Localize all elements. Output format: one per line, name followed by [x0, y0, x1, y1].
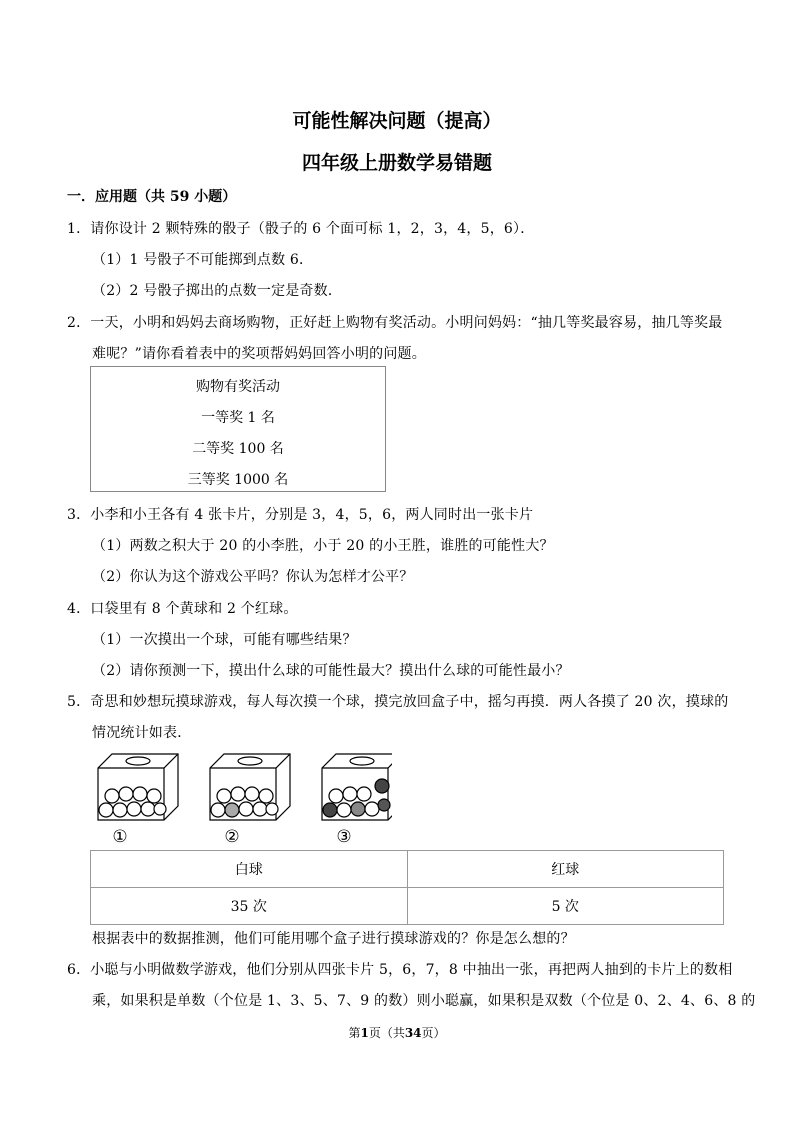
footer-page: 1: [360, 1026, 369, 1040]
box-3: [322, 754, 392, 820]
document-subtitle: 四年级上册数学易错题: [301, 152, 492, 174]
box-2: [210, 754, 290, 820]
q4-stem: 4．口袋里有 8 个黄球和 2 个红球。: [67, 601, 298, 617]
q5-line-2: 情况统计如表．: [92, 725, 192, 741]
q6-line-2: 乘，如果积是单数（个位是 1、3、5、7、9 的数）则小聪赢，如果积是双数（个位是 0、2、4、6、8 的: [92, 993, 756, 1009]
table-row: [91, 851, 724, 888]
ball-count-table: [90, 850, 724, 925]
box-1-label: ①: [112, 827, 128, 845]
ball-boxes-illustration: [92, 750, 392, 845]
q1-part-1: （1）1 号骰子不可能掷到点数 6．: [92, 252, 314, 268]
q5-line-1: 5．奇思和妙想玩摸球游戏，每人每次摸一个球，摸完放回盒子中，摇匀再摸．两人各摸了 20 次，摸球的: [67, 694, 729, 710]
q2-line-2: 难呢？”请你看着表中的奖项帮妈妈回答小明的问题。: [92, 346, 426, 362]
prize-second: 二等奖 100 名: [192, 441, 284, 457]
prize-table-title: 购物有奖活动: [196, 379, 280, 395]
value-white: 35 次: [91, 888, 408, 925]
table-row: [91, 888, 724, 925]
section-heading: 一．应用题（共 59 小题）: [67, 189, 237, 205]
header-white: 白球: [91, 851, 408, 888]
header-red: 红球: [407, 851, 724, 888]
box-1: [98, 754, 178, 820]
document-title: 可能性解决问题（提高）: [292, 110, 502, 132]
footer-prefix: 第: [348, 1026, 361, 1040]
value-red: 5 次: [407, 888, 724, 925]
q4-part-2: （2）请你预测一下，摸出什么球的可能性最大？摸出什么球的可能性最小？: [92, 663, 570, 679]
footer-total: 34: [404, 1026, 422, 1040]
q3-part-1: （1）两数之积大于 20 的小李胜，小于 20 的小王胜，谁胜的可能性大？: [92, 538, 554, 554]
box-2-label: ②: [224, 827, 240, 845]
q2-line-1: 2．一天，小明和妈妈去商场购物，正好赶上购物有奖活动。小明问妈妈：“抽几等奖最容易，抽几等奖最: [67, 315, 723, 331]
q5-question: 根据表中的数据推测，他们可能用哪个盒子进行摸球游戏的？你是怎么想的？: [92, 931, 575, 947]
q3-part-2: （2）你认为这个游戏公平吗？你认为怎样才公平？: [92, 569, 414, 585]
page-footer: [0, 1024, 794, 1041]
prize-first: 一等奖 1 名: [201, 410, 275, 426]
q6-line-1: 6．小聪与小明做数学游戏，他们分别从四张卡片 5，6，7，8 中抽出一张，再把两人抽到的卡片上的数相: [67, 962, 733, 978]
q3-stem: 3．小李和小王各有 4 张卡片，分别是 3，4，5，6，两人同时出一张卡片: [67, 507, 534, 523]
box-3-label: ③: [336, 827, 352, 845]
footer-suffix: 页）: [421, 1026, 446, 1040]
q1-part-2: （2）2 号骰子掷出的点数一定是奇数．: [92, 283, 343, 299]
prize-table: [90, 366, 386, 492]
q4-part-1: （1）一次摸出一个球，可能有哪些结果？: [92, 632, 357, 648]
footer-mid: 页（共: [368, 1026, 405, 1040]
prize-third: 三等奖 1000 名: [187, 472, 289, 488]
q1-stem: 1．请你设计 2 颗特殊的骰子（骰子的 6 个面可标 1，2，3，4，5，6）．: [67, 221, 535, 237]
